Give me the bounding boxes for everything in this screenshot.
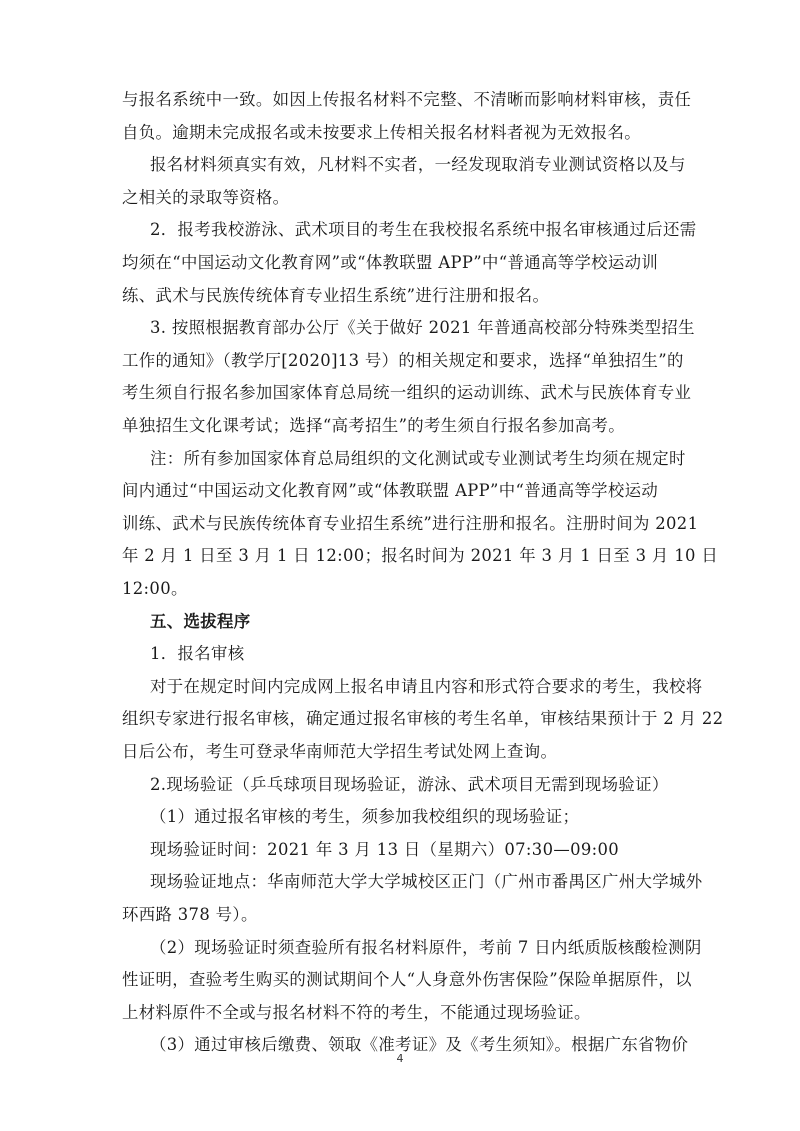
- body-text-line: 考生须自行报名参加国家体育总局统一组织的运动训练、武术与民族体育专业: [122, 383, 692, 403]
- body-text-line: 上材料原件不全或与报名材料不符的考生，不能通过现场验证。: [122, 1002, 591, 1022]
- body-text-line: 与报名系统中一致。如因上传报名材料不完整、不清晰而影响材料审核，责任: [122, 90, 692, 109]
- note-text-line: 训练、武术与民族传统体育专业招生系统”进行注册和报名。注册时间为 2021: [122, 513, 699, 533]
- body-text-line: 报名材料须真实有效，凡材料不实者，一经发现取消专业测试资格以及与: [150, 155, 686, 175]
- body-text-line: 单独招生文化课考试；选择“高考招生”的考生须自行报名参加高考。: [122, 416, 625, 435]
- body-text-line: 练、武术与民族传统体育专业招生系统”进行注册和报名。: [122, 285, 550, 305]
- note-text-line: 注：所有参加国家体育总局组织的文化测试或专业测试考生均须在规定时: [150, 448, 686, 468]
- body-text-line: （1）通过报名审核的考生，须参加我校组织的现场验证；: [150, 807, 580, 827]
- subsection-heading: 2.现场验证（乒乓球项目现场验证，游泳、武术项目无需到现场验证）: [150, 774, 669, 794]
- note-text-line: 年 2 月 1 日至 3 月 1 日 12:00；报名时间为 2021 年 3 月 1 日至 3 月 10 日: [122, 546, 719, 566]
- body-text-line: （2）现场验证时须查验所有报名材料原件，考前 7 日内纸质版核酸检测阴: [150, 937, 702, 957]
- body-text-line: 组织专家进行报名审核，确定通过报名审核的考生名单，审核结果预计于 2 月 22: [122, 709, 724, 729]
- verification-location: 环西路 378 号）。: [122, 905, 258, 924]
- body-text-line: 2．报考我校游泳、武术项目的考生在我校报名系统中报名审核通过后还需: [150, 220, 697, 240]
- body-text-line: 之相关的录取等资格。: [122, 187, 290, 207]
- body-text-line: 工作的通知》（教学厅[2020]13 号）的相关规定和要求，选择“单独招生”的: [122, 350, 684, 370]
- body-text-line: 均须在“中国运动文化教育网”或“体教联盟 APP”中“普通高等学校运动训: [122, 253, 659, 272]
- note-text-line: 12:00。: [122, 579, 188, 598]
- page-number: 4: [396, 1052, 404, 1065]
- body-text-line: 3. 按照根据教育部办公厅《关于做好 2021 年普通高校部分特殊类型招生: [150, 318, 695, 338]
- section-heading: 五、选拔程序: [150, 611, 251, 631]
- body-text-line: （3）通过审核后缴费、领取《准考证》及《考生须知》。根据广东省物价: [150, 1035, 689, 1055]
- note-text-line: 间内通过“中国运动文化教育网”或“体教联盟 APP”中“普通高等学校运动: [122, 481, 659, 501]
- body-text-line: 对于在规定时间内完成网上报名申请且内容和形式符合要求的考生，我校将: [150, 676, 703, 696]
- verification-location: 现场验证地点：华南师范大学大学城校区正门（广州市番禺区广州大学城外: [150, 872, 703, 892]
- body-text-line: 日后公布，考生可登录华南师范大学招生考试处网上查询。: [122, 742, 558, 761]
- subsection-heading: 1．报名审核: [150, 644, 245, 664]
- body-text-line: 性证明，查验考生购买的测试期间个人“人身意外伤害保险”保险单据原件，以: [122, 970, 692, 990]
- body-text-line: 自负。逾期未完成报名或未按要求上传相关报名材料者视为无效报名。: [122, 122, 641, 142]
- verification-time: 现场验证时间：2021 年 3 月 13 日（星期六）07:30—09:00: [150, 839, 620, 859]
